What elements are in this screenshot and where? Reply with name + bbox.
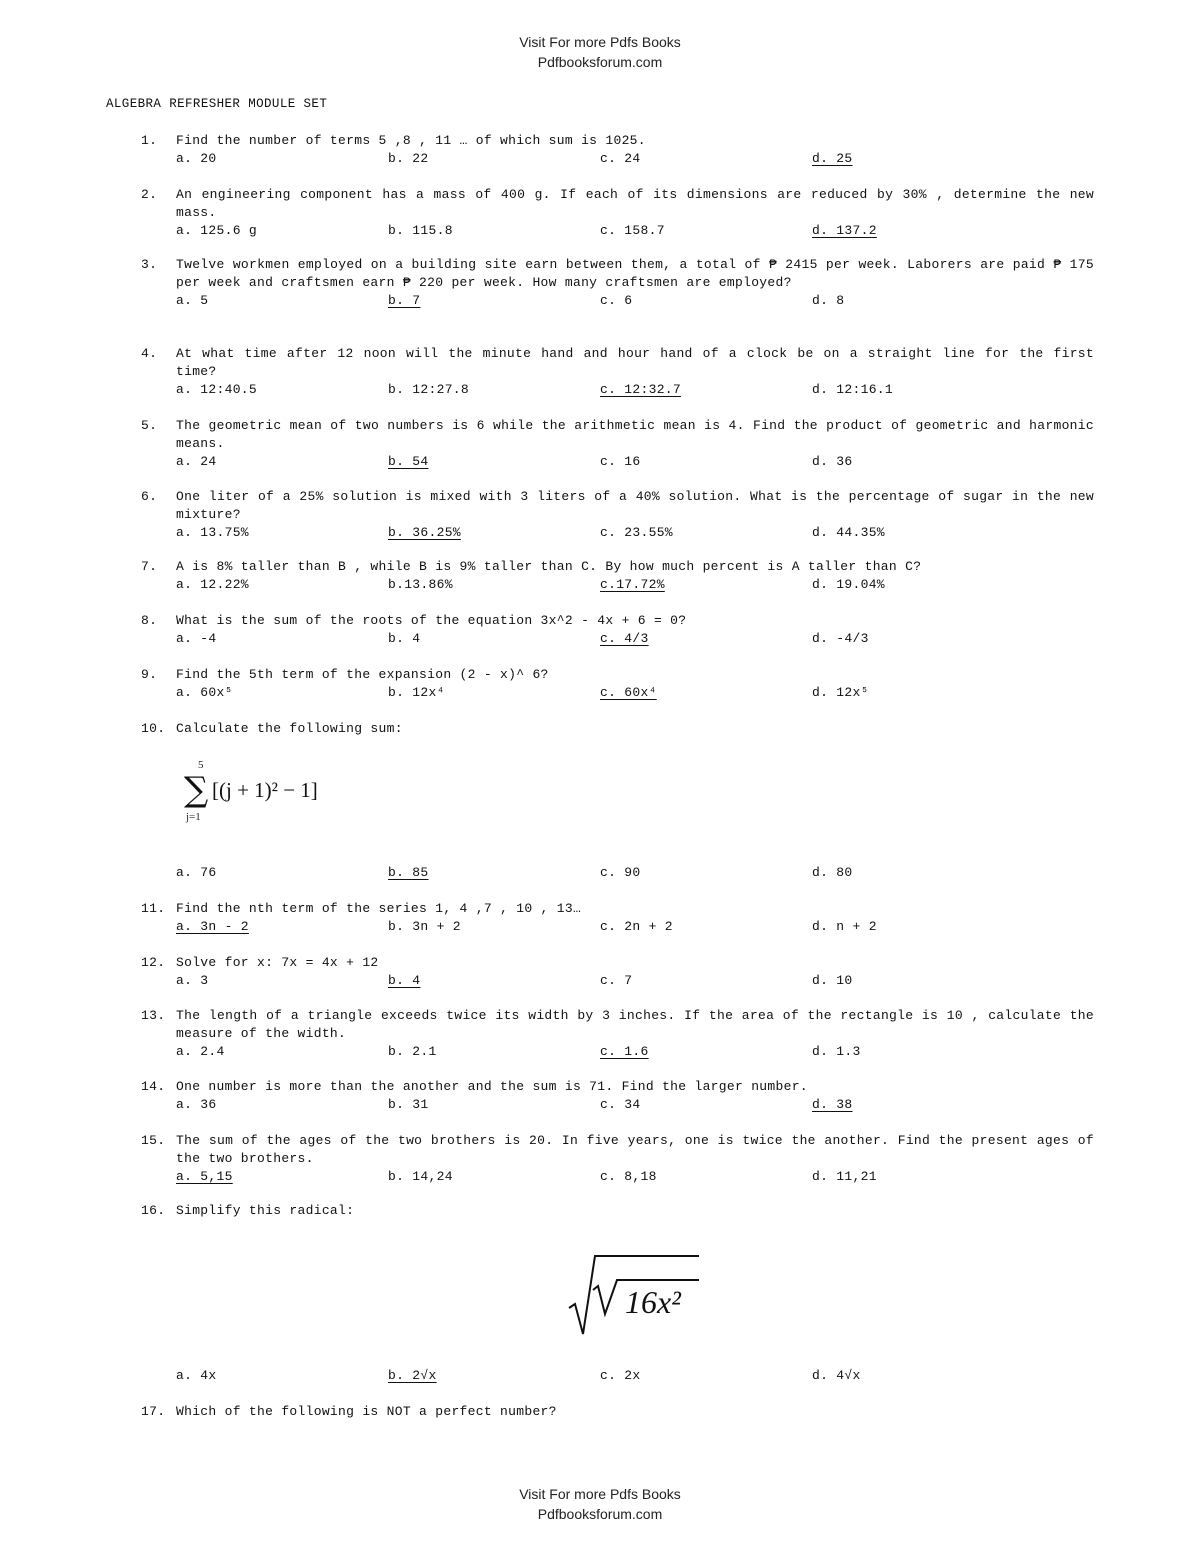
question-number: 7. bbox=[141, 559, 158, 574]
answer-option: b. 31 bbox=[388, 1097, 429, 1112]
answer-option: a. 2.4 bbox=[176, 1044, 225, 1059]
question-stem: Which of the following is NOT a perfect number? bbox=[176, 1404, 557, 1419]
answer-option: d. 80 bbox=[812, 865, 853, 880]
answer-option: b. 12:27.8 bbox=[388, 382, 470, 397]
answer-option: c. 158.7 bbox=[600, 223, 665, 238]
answer-option: b.13.86% bbox=[388, 577, 453, 592]
answer-option: a. 24 bbox=[176, 454, 217, 469]
question-number: 16. bbox=[141, 1203, 166, 1218]
answer-options bbox=[176, 1096, 1094, 1114]
page-footer bbox=[0, 1484, 1200, 1524]
question-15 bbox=[141, 1132, 1094, 1186]
question-number: 15. bbox=[141, 1133, 166, 1148]
answer-options bbox=[176, 630, 1094, 648]
question-13 bbox=[141, 1007, 1094, 1061]
answer-option: c. 34 bbox=[600, 1097, 641, 1112]
question-stem: Find the nth term of the series 1, 4 ,7 , 10 , 13… bbox=[176, 901, 582, 916]
answer-option-correct: b. 36.25% bbox=[388, 525, 461, 540]
answer-option: a. 76 bbox=[176, 865, 217, 880]
answer-option: c. 90 bbox=[600, 865, 641, 880]
question-1 bbox=[141, 132, 1094, 168]
question-number: 1. bbox=[141, 133, 158, 148]
answer-options bbox=[176, 1043, 1094, 1061]
question-number: 10. bbox=[141, 721, 166, 736]
answer-option: a. 60x⁵ bbox=[176, 685, 233, 700]
answer-option: b. 115.8 bbox=[388, 223, 453, 238]
answer-option: c. 7 bbox=[600, 973, 633, 988]
answer-options bbox=[176, 150, 1094, 168]
question-number: 17. bbox=[141, 1404, 166, 1419]
answer-option-correct: b. 4 bbox=[388, 973, 421, 988]
header-line-2: Pdfbooksforum.com bbox=[537, 54, 663, 70]
sum-upper-limit: 5 bbox=[198, 759, 204, 771]
question-stem: One number is more than the another and the sum is 71. Find the larger number. bbox=[176, 1079, 808, 1094]
answer-option: d. 1.3 bbox=[812, 1044, 861, 1059]
question-12 bbox=[141, 954, 1094, 990]
question-stem: Find the 5th term of the expansion (2 - x)^ 6? bbox=[176, 667, 549, 682]
answer-options bbox=[176, 918, 1094, 936]
answer-option: b. 4 bbox=[388, 631, 421, 646]
question-5 bbox=[141, 417, 1094, 471]
answer-option: d. 12:16.1 bbox=[812, 382, 894, 397]
question-number: 12. bbox=[141, 955, 166, 970]
question-8 bbox=[141, 612, 1094, 648]
question-number: 9. bbox=[141, 667, 158, 682]
answer-option-correct: d. 137.2 bbox=[812, 223, 877, 238]
question-stem: One liter of a 25% solution is mixed with 3 liters of a 40% solution. What is the percentage of sugar in the new mixture? bbox=[176, 489, 1094, 522]
answer-option: d. -4/3 bbox=[812, 631, 869, 646]
question-stem: The length of a triangle exceeds twice its width by 3 inches. If the area of the rectangle is 10 , calculate the measure of the width. bbox=[176, 1008, 1094, 1041]
answer-option-correct: d. 38 bbox=[812, 1097, 853, 1112]
sum-body: [(j + 1)² − 1] bbox=[212, 778, 318, 802]
radical-formula bbox=[565, 1250, 705, 1340]
summation-formula bbox=[180, 752, 340, 832]
answer-option: d. 44.35% bbox=[812, 525, 885, 540]
question-stem: A is 8% taller than B , while B is 9% taller than C. By how much percent is A taller than C? bbox=[176, 559, 922, 574]
answer-option: b. 14,24 bbox=[388, 1169, 453, 1184]
question-number: 8. bbox=[141, 613, 158, 628]
answer-option-correct: a. 5,15 bbox=[176, 1169, 233, 1184]
answer-option: a. 13.75% bbox=[176, 525, 249, 540]
question-number: 13. bbox=[141, 1008, 166, 1023]
answer-option-correct: b. 54 bbox=[388, 454, 429, 469]
answer-option: a. 12:40.5 bbox=[176, 382, 258, 397]
footer-line-2: Pdfbooksforum.com bbox=[537, 1506, 663, 1522]
question-number: 2. bbox=[141, 187, 158, 202]
question-stem: Solve for x: 7x = 4x + 12 bbox=[176, 955, 379, 970]
answer-option: b. 22 bbox=[388, 151, 429, 166]
question-2 bbox=[141, 186, 1094, 240]
answer-option-correct: b. 85 bbox=[388, 865, 429, 880]
answer-options bbox=[176, 1168, 1094, 1186]
answer-option: a. 36 bbox=[176, 1097, 217, 1112]
question-4 bbox=[141, 345, 1094, 399]
question-stem: The geometric mean of two numbers is 6 while the arithmetic mean is 4. Find the product of geometric and harmonic means. bbox=[176, 418, 1094, 451]
question-9 bbox=[141, 666, 1094, 702]
answer-options bbox=[176, 684, 1094, 702]
question-number: 11. bbox=[141, 901, 166, 916]
question-number: 3. bbox=[141, 257, 158, 272]
sigma-icon: ∑ bbox=[184, 770, 209, 810]
question-7 bbox=[141, 558, 1094, 594]
answer-option-correct: c.17.72% bbox=[600, 577, 665, 592]
answer-option: c. 8,18 bbox=[600, 1169, 657, 1184]
answer-option: c. 2n + 2 bbox=[600, 919, 673, 934]
question-stem: What is the sum of the roots of the equation 3x^2 - 4x + 6 = 0? bbox=[176, 613, 687, 628]
answer-option: a. 5 bbox=[176, 293, 209, 308]
document-title: ALGEBRA REFRESHER MODULE SET bbox=[106, 97, 328, 111]
question-stem: At what time after 12 noon will the minute hand and hour hand of a clock be on a straight line for the first time? bbox=[176, 346, 1094, 379]
footer-line-1: Visit For more Pdfs Books bbox=[519, 1486, 681, 1502]
answer-option: a. 125.6 g bbox=[176, 223, 258, 238]
answer-option: d. n + 2 bbox=[812, 919, 877, 934]
answer-option: d. 19.04% bbox=[812, 577, 885, 592]
answer-options bbox=[176, 381, 1094, 399]
answer-option: d. 12x⁵ bbox=[812, 685, 869, 700]
header-line-1: Visit For more Pdfs Books bbox=[519, 34, 681, 50]
answer-options bbox=[176, 292, 1094, 310]
question-stem: The sum of the ages of the two brothers is 20. In five years, one is twice the another. Find the present ages of the two brothers. bbox=[176, 1133, 1094, 1166]
answer-options bbox=[176, 453, 1094, 471]
question-stem: Calculate the following sum: bbox=[176, 721, 403, 736]
question-stem: Twelve workmen employed on a building site earn between them, a total of ₱ 2415 per week. Laborers are paid ₱ 175 per week and craftsmen earn ₱ 220 per week. How many craftsmen are employed? bbox=[176, 257, 1094, 290]
question-14 bbox=[141, 1078, 1094, 1114]
answer-option-correct: c. 12:32.7 bbox=[600, 382, 682, 397]
question-11 bbox=[141, 900, 1094, 936]
answer-options bbox=[176, 972, 1094, 990]
answer-option: a. 4x bbox=[176, 1368, 217, 1383]
answer-option: a. -4 bbox=[176, 631, 217, 646]
answer-option: c. 2x bbox=[600, 1368, 641, 1383]
answer-option-correct: a. 3n - 2 bbox=[176, 919, 249, 934]
answer-options bbox=[176, 576, 1094, 594]
question-number: 4. bbox=[141, 346, 158, 361]
answer-options bbox=[176, 222, 1094, 240]
question-number: 14. bbox=[141, 1079, 166, 1094]
answer-option: c. 24 bbox=[600, 151, 641, 166]
answer-option-correct: c. 1.6 bbox=[600, 1044, 649, 1059]
answer-option: c. 6 bbox=[600, 293, 633, 308]
answer-option: b. 12x⁴ bbox=[388, 685, 445, 700]
answer-option-correct: d. 25 bbox=[812, 151, 853, 166]
answer-option: d. 10 bbox=[812, 973, 853, 988]
answer-option: a. 20 bbox=[176, 151, 217, 166]
answer-options bbox=[176, 524, 1094, 542]
answer-option: d. 4√x bbox=[812, 1368, 861, 1383]
question-number: 5. bbox=[141, 418, 158, 433]
answer-option-correct: b. 2√x bbox=[388, 1368, 437, 1383]
answer-option: c. 23.55% bbox=[600, 525, 673, 540]
answer-option: d. 36 bbox=[812, 454, 853, 469]
question-stem: Find the number of terms 5 ,8 , 11 … of which sum is 1025. bbox=[176, 133, 646, 148]
question-stem: An engineering component has a mass of 400 g. If each of its dimensions are reduced by 30% , determine the new mass. bbox=[176, 187, 1094, 220]
question-17 bbox=[141, 1403, 1094, 1421]
question-3 bbox=[141, 256, 1094, 310]
answer-option: d. 11,21 bbox=[812, 1169, 877, 1184]
page-header bbox=[0, 32, 1200, 72]
question-stem: Simplify this radical: bbox=[176, 1203, 355, 1218]
answer-option: d. 8 bbox=[812, 293, 845, 308]
answer-option-correct: c. 60x⁴ bbox=[600, 685, 657, 700]
answer-option: b. 3n + 2 bbox=[388, 919, 461, 934]
sum-lower-limit: j=1 bbox=[186, 811, 201, 823]
answer-option-correct: b. 7 bbox=[388, 293, 421, 308]
radicand: 16x² bbox=[625, 1284, 681, 1320]
question-6 bbox=[141, 488, 1094, 542]
answer-option: b. 2.1 bbox=[388, 1044, 437, 1059]
answer-option: c. 16 bbox=[600, 454, 641, 469]
answer-option: a. 3 bbox=[176, 973, 209, 988]
question-number: 6. bbox=[141, 489, 158, 504]
answer-option: a. 12.22% bbox=[176, 577, 249, 592]
answer-option-correct: c. 4/3 bbox=[600, 631, 649, 646]
